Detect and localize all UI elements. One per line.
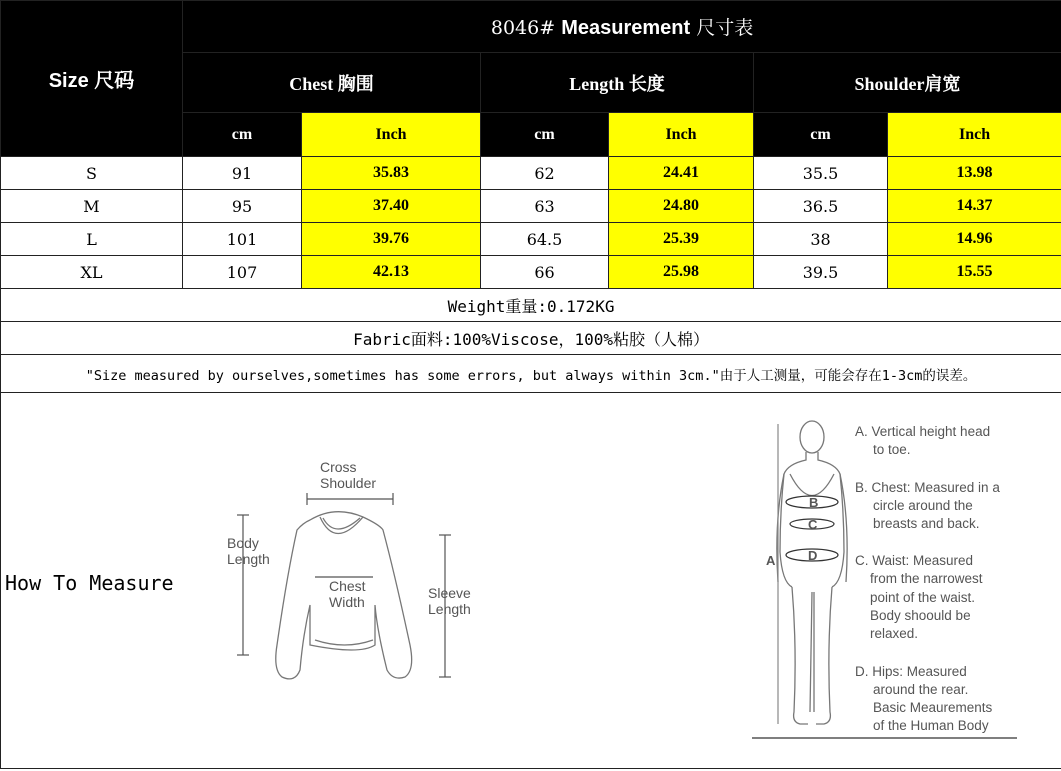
value-cell: 63 [481,190,609,223]
size-cell: L [1,223,183,256]
value-cell: 14.96 [888,223,1061,256]
value-cell: 62 [481,157,609,190]
legend-c-line2: from the narrowest [870,571,983,586]
sweater-diagram [215,455,495,695]
value-cell: 101 [183,223,302,256]
how-to-measure-label: How To Measure [5,571,174,595]
value-cell: 35.5 [754,157,888,190]
table-row [1,190,1061,223]
measurement-note: "Size measured by ourselves,sometimes has some errors, but always within 3cm."由于人工测量，可能会存在1-3cm的误差。 [1,355,1061,393]
marker-a: A [766,553,776,568]
chest-width-label-1: Chest [329,578,366,594]
title-word: Measurement [561,17,691,39]
marker-c: C [808,517,818,532]
value-cell: 64.5 [481,223,609,256]
group-length: Length 长度 [481,53,754,113]
legend-c-line1: C. Waist: Measured [855,553,974,568]
legend-c-line5: relaxed. [870,626,919,641]
sleeve-length-label-2: Length [428,601,471,617]
group-chest: Chest 胸围 [183,53,481,113]
value-cell: 66 [481,256,609,289]
weight-row: Weight重量:0.172KG [1,289,1061,322]
unit-header: Inch [302,113,481,157]
value-cell: 42.13 [302,256,481,289]
legend-a-line1: A. Vertical height head [855,424,991,439]
group-shoulder: Shoulder肩宽 [754,53,1061,113]
value-cell: 95 [183,190,302,223]
cross-label-2: Shoulder [320,475,377,491]
legend-d-line4: of the Human Body [873,718,989,733]
unit-header: Inch [609,113,754,157]
value-cell: 25.98 [609,256,754,289]
legend-c-line3: point of the waist. [870,590,976,605]
value-cell: 15.55 [888,256,1061,289]
unit-header: cm [754,113,888,157]
legend-d-line3: Basic Meaurements [873,700,993,715]
legend-b-line2: circle around the [873,498,973,513]
value-cell: 91 [183,157,302,190]
value-cell: 25.39 [609,223,754,256]
value-cell: 38 [754,223,888,256]
sleeve-length-label-1: Sleeve [428,585,471,601]
legend-b-line3: breasts and back. [873,516,980,531]
fabric-row: Fabric面料:100%Viscose，100%粘胶（人棉） [1,322,1061,355]
body-length-label-2: Length [227,551,270,567]
chart-title [183,1,1061,53]
size-header: Size 尺码 [1,1,183,157]
unit-header: Inch [888,113,1061,157]
size-cell: XL [1,256,183,289]
legend-d-line2: around the rear. [873,682,969,697]
value-cell: 13.98 [888,157,1061,190]
legend-b-line1: B. Chest: Measured in a [855,480,1000,495]
body-measurement-diagram [752,412,1022,740]
value-cell: 35.83 [302,157,481,190]
value-cell: 39.76 [302,223,481,256]
value-cell: 24.41 [609,157,754,190]
table-row [1,256,1061,289]
marker-d: D [808,548,818,563]
table-row [1,223,1061,256]
body-length-label-1: Body [227,535,259,551]
title-code: 8046# [490,17,556,39]
cross-label-1: Cross [320,459,357,475]
value-cell: 36.5 [754,190,888,223]
value-cell: 107 [183,256,302,289]
unit-header: cm [183,113,302,157]
value-cell: 39.5 [754,256,888,289]
unit-header: cm [481,113,609,157]
value-cell: 14.37 [888,190,1061,223]
size-cell: S [1,157,183,190]
title-cn: 尺寸表 [696,17,754,39]
value-cell: 24.80 [609,190,754,223]
chest-width-label-2: Width [329,594,365,610]
size-cell: M [1,190,183,223]
value-cell: 37.40 [302,190,481,223]
legend-c-line4: Body shoould be [870,608,971,623]
table-row [1,157,1061,190]
legend-d-line1: D. Hips: Measured [855,664,967,679]
legend-a-line2: to toe. [873,442,911,457]
marker-b: B [809,495,819,510]
